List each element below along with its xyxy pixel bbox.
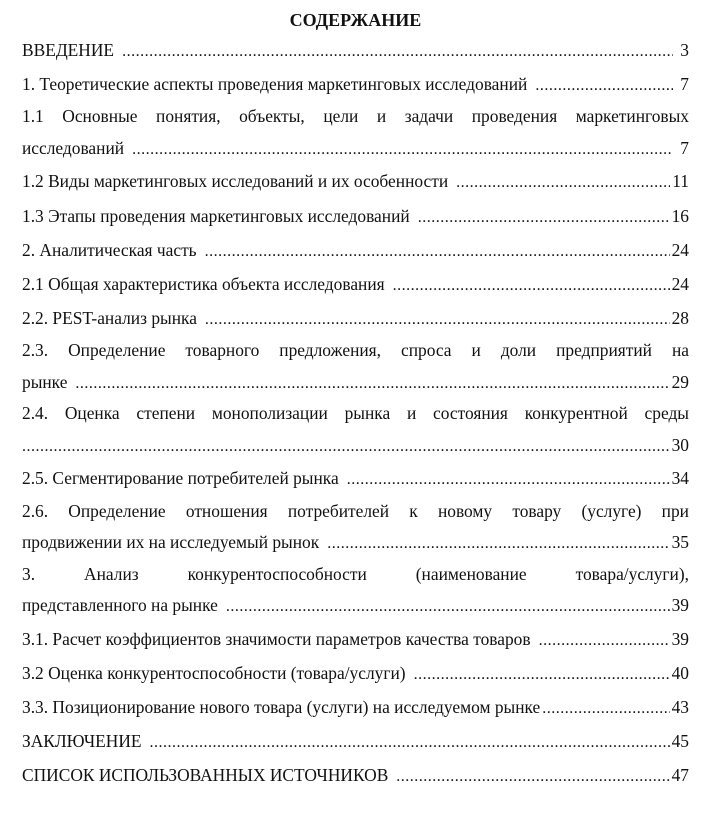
toc-entry-page: 39 [671,595,689,615]
leader-dots [347,463,670,497]
leader-dots [539,624,670,658]
toc-entry-line1: 2.6. Определение отношения потребителей к новому товару (услуге) при [22,500,689,521]
leader-dots [456,166,670,200]
toc-entry-label: исследований [22,137,125,158]
leader-dots [122,35,673,69]
toc-entry-label: 3.3. Позиционирование нового товара (услуги) на исследуемом рынке [22,696,541,717]
toc-entry-section-3-1[interactable] [22,622,689,656]
toc-entry-page: 34 [671,468,689,489]
toc-entry-chapter-2[interactable] [22,233,689,267]
toc-entry-section-1-2[interactable] [22,164,689,198]
toc-entry-introduction[interactable] [22,33,689,67]
toc-entry-section-2-5[interactable] [22,461,689,495]
toc-entry-chapter-3[interactable] [22,559,689,622]
toc-entry-line2 [22,133,689,165]
leader-dots [150,726,670,760]
leader-dots [75,368,669,400]
leader-dots [22,431,670,463]
toc-entry-page: 24 [671,239,689,260]
toc-entry-page: 39 [671,628,689,649]
toc-entry-line1: 1.1 Основные понятия, объекты, цели и задачи проведения маркетинговых [22,106,689,127]
toc-entry-line1: 2.3. Определение товарного предложения, спроса и доли предприятий на [22,340,689,361]
leader-dots [535,69,673,103]
toc-entry-section-2-3[interactable] [22,335,689,398]
toc-entry-label: 2.5. Сегментирование потребителей рынка [22,468,339,489]
toc-entry-label: 1. Теоретические аспекты проведения маркетинговых исследований [22,74,528,95]
toc-entry-page: 47 [671,765,689,786]
leader-dots [542,692,669,726]
leader-dots [205,235,670,269]
toc-entry-label: 3.1. Расчет коэффициентов значимости параметров качества товаров [22,628,531,649]
toc-entry-section-2-6[interactable] [22,496,689,559]
toc-entry-line2 [22,527,689,559]
toc-entry-references[interactable] [22,758,689,792]
toc-entry-page: 35 [671,532,689,552]
toc-entry-line2 [22,590,689,622]
leader-dots [327,528,669,560]
leader-dots [418,201,670,235]
toc-entry-section-3-2[interactable] [22,656,689,690]
toc-entry-line1: 3. Анализ конкурентоспособности (наименование товара/услуги), [22,563,689,584]
toc-entry-label: СПИСОК ИСПОЛЬЗОВАННЫХ ИСТОЧНИКОВ [22,765,389,786]
toc-entry-label: продвижении их на исследуемый рынок [22,532,320,552]
toc-entry-page: 11 [672,171,689,192]
leader-dots [205,303,670,337]
toc-entry-page: 7 [680,137,689,158]
toc-entry-section-2-2[interactable] [22,301,689,335]
toc-entry-page: 16 [671,205,689,226]
toc-entry-page: 30 [671,434,689,455]
toc-title: СОДЕРЖАНИЕ [289,10,422,30]
toc-entry-section-1-3[interactable] [22,199,689,233]
leader-dots [226,591,670,623]
toc-entry-page: 45 [671,731,689,752]
toc-entry-page: 24 [671,273,689,294]
leader-dots [393,269,670,303]
toc-entry-label: представленного на рынке [22,595,218,615]
toc-entry-label: ЗАКЛЮЧЕНИЕ [22,731,142,752]
toc-entry-label: 1.3 Этапы проведения маркетинговых исследований [22,205,410,226]
toc-entry-section-1-1[interactable] [22,101,689,164]
toc-entry-label: ВВЕДЕНИЕ [22,40,115,60]
toc-entry-page: 7 [680,74,689,95]
toc-entry-label: 3.2 Оценка конкурентоспособности (товара/услуги) [22,662,406,683]
toc-entry-page: 40 [671,662,689,683]
leader-dots [132,134,673,166]
toc-entry-section-2-1[interactable] [22,267,689,301]
toc-entry-line1: 2.4. Оценка степени монополизации рынка и состояния конкурентной среды [22,403,689,424]
toc-entry-label: 2.2. PEST-анализ рынка [22,308,197,329]
toc-list [22,33,689,792]
toc-entry-line2 [22,367,689,399]
toc-entry-chapter-1[interactable] [22,67,689,101]
toc-entry-conclusion[interactable] [22,724,689,758]
toc-entry-section-2-4[interactable] [22,398,689,461]
toc-entry-page: 28 [671,308,689,329]
toc-entry-page: 43 [671,696,689,717]
leader-dots [414,658,670,692]
toc-entry-line2 [22,430,689,462]
leader-dots [396,760,669,794]
toc-entry-label: рынке [22,371,68,392]
toc-entry-page: 29 [671,371,689,392]
toc-entry-label: 2. Аналитическая часть [22,239,197,260]
toc-entry-page: 3 [680,40,689,60]
toc-entry-label: 1.2 Виды маркетинговых исследований и их особенности [22,171,449,192]
toc-entry-section-3-3[interactable] [22,690,689,724]
toc-entry-label: 2.1 Общая характеристика объекта исследования [22,273,385,294]
